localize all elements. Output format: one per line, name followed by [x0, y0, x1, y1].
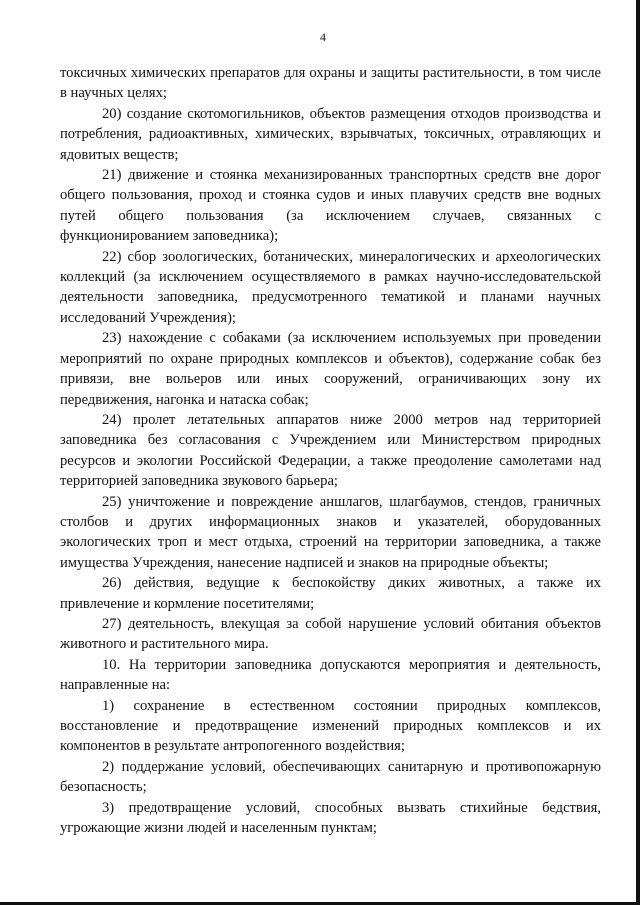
- paragraph-27: 27) деятельность, влекущая за собой нарушение условий обитания объектов животного и растительного мира.: [60, 615, 601, 653]
- paragraph-23: 23) нахождение с собаками (за исключением используемых при проведении мероприятий по охране природных комплексов и объектов), содержание собак без привязи, вне вольеров или иных сооружений, ограничивающих зону их передвижения, нагонка и натаска собак;: [60, 330, 601, 408]
- paragraph-24: 24) пролет летательных аппаратов ниже 2000 метров над территорией заповедника без согласования с Учреждением или Министерством природных ресурсов и экологии Российской Федерации, а также преодоление самолетами над территорией заповедника звукового барьера;: [60, 411, 601, 490]
- scan-edge-right: [636, 0, 640, 905]
- paragraph-19-continuation: токсичных химических препаратов для охраны и защиты растительности, в том числе в научных целях;: [60, 65, 601, 102]
- section-10-item-2: 2) поддержание условий, обеспечивающих санитарную и противопожарную безопасность;: [60, 758, 601, 796]
- paragraph-21: 21) движение и стоянка механизированных транспортных средств вне дорог общего пользования, проход и стоянка судов и иных плавучих средств вне водных путей общего пользования (за исключением случаев, связанных с функционированием заповедника);: [60, 167, 601, 245]
- paragraph-25: 25) уничтожение и повреждение аншлагов, шлагбаумов, стендов, граничных столбов и других информационных знаков и указателей, оборудованных экологических троп и мест отдыха, строений на территории заповедника, а также имущества Учреждения, нанесение надписей и знаков на природные объекты;: [60, 493, 601, 571]
- document-body: [60, 63, 601, 838]
- paragraph-20: 20) создание скотомогильников, объектов размещения отходов производства и потребления, радиоактивных, химических, взрывчатых, токсичных, отравляющих и ядовитых веществ;: [60, 105, 601, 163]
- section-10-heading-paragraph: 10. На территории заповедника допускаются мероприятия и деятельность, направленные на:: [60, 656, 601, 694]
- paragraph-22: 22) сбор зоологических, ботанических, минералогических и археологических коллекций (за исключением осуществляемого в рамках научно-исследовательской деятельности заповедника, предусмотренного тематикой и планами научных исследований Учреждения);: [60, 248, 601, 326]
- paragraph-26: 26) действия, ведущие к беспокойству диких животных, а также их привлечение и кормление посетителями;: [60, 575, 601, 612]
- section-10-item-1: 1) сохранение в естественном состоянии природных комплексов, восстановление и предотвращение изменений природных комплексов и их компонентов в результате антропогенного воздействия;: [60, 697, 601, 755]
- section-10-item-3: 3) предотвращение условий, способных вызвать стихийные бедствия, угрожающие жизни людей и населенным пунктам;: [60, 799, 601, 837]
- page-number: 4: [320, 30, 326, 44]
